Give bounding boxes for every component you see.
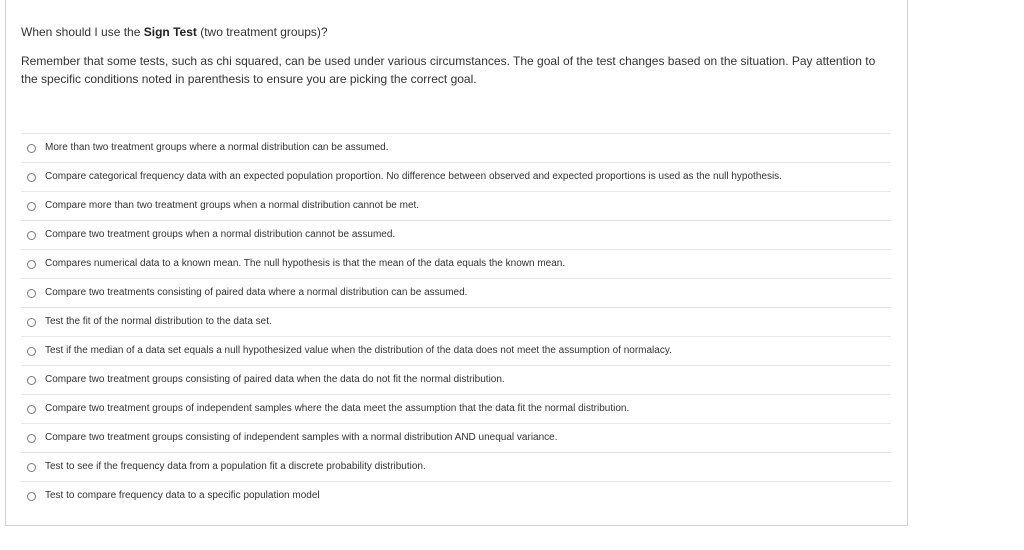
answer-option[interactable] [21,133,891,162]
answer-option[interactable] [21,162,891,191]
question-title [21,25,328,40]
answer-options-list [21,133,891,510]
answer-option[interactable] [21,394,891,423]
question-card [5,0,908,526]
answer-option-label: Compare two treatment groups when a normal distribution cannot be assumed. [45,229,396,240]
radio-button-icon[interactable] [27,463,36,472]
radio-button-icon[interactable] [27,376,36,385]
answer-option-label: Compare two treatment groups consisting of paired data when the data do not fit the normal distribution. [45,374,505,385]
question-title-test-name: Sign Test [143,25,197,39]
answer-option[interactable] [21,481,891,510]
radio-button-icon[interactable] [27,144,36,153]
answer-option-label: Compare two treatment groups of independent samples where the data meet the assumption that the data fit the normal distribution. [45,403,630,414]
answer-option[interactable] [21,423,891,452]
radio-button-icon[interactable] [27,231,36,240]
answer-option-label: Compare two treatments consisting of paired data where a normal distribution can be assumed. [45,287,468,298]
question-title-suffix: (two treatment groups)? [196,25,328,39]
answer-option[interactable] [21,336,891,365]
radio-button-icon[interactable] [27,347,36,356]
radio-button-icon[interactable] [27,260,36,269]
answer-option[interactable] [21,452,891,481]
answer-option-label: Compare categorical frequency data with an expected population proportion. No difference between observed and expected proportions is used as the null hypothesis. [45,171,782,182]
radio-button-icon[interactable] [27,202,36,211]
question-description: Remember that some tests, such as chi squared, can be used under various circumstances. The goal of the test changes based on the situation. Pay attention to the specific conditions noted in parenthesis to ensure you are picking the correct goal. [21,54,876,86]
answer-option-label: Test if the median of a data set equals a null hypothesized value when the distribution of the data does not meet the assumption of normalacy. [45,345,672,356]
answer-option[interactable] [21,249,891,278]
radio-button-icon[interactable] [27,405,36,414]
answer-option[interactable] [21,365,891,394]
answer-option[interactable] [21,191,891,220]
radio-button-icon[interactable] [27,289,36,298]
question-title-prefix: When should I use the [21,25,144,39]
radio-button-icon[interactable] [27,318,36,327]
answer-option[interactable] [21,278,891,307]
answer-option-label: Test to compare frequency data to a specific population model [45,490,320,501]
answer-option[interactable] [21,307,891,336]
answer-option-label: Compare more than two treatment groups when a normal distribution cannot be met. [45,200,420,211]
radio-button-icon[interactable] [27,434,36,443]
answer-option-label: More than two treatment groups where a normal distribution can be assumed. [45,142,389,153]
answer-option-label: Test to see if the frequency data from a population fit a discrete probability distribution. [45,461,426,472]
answer-option-label: Compare two treatment groups consisting of independent samples with a normal distribution AND unequal variance. [45,432,558,443]
answer-option-label: Compares numerical data to a known mean. The null hypothesis is that the mean of the data equals the known mean. [45,258,566,269]
radio-button-icon[interactable] [27,492,36,501]
radio-button-icon[interactable] [27,173,36,182]
answer-option[interactable] [21,220,891,249]
answer-option-label: Test the fit of the normal distribution to the data set. [45,316,272,327]
